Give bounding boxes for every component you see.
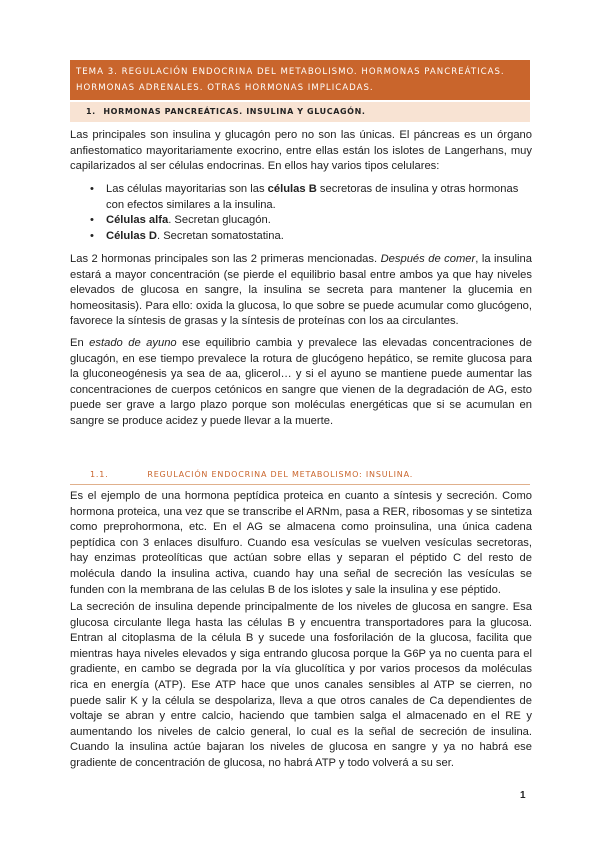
paragraph-fasting: En estado de ayuno ese equilibrio cambia y prevalece las elevadas concentraciones de glucagón, en ese tiempo prevalece la rotura de glucógeno hepático, se remite glucosa para la gluconeogénesis ya sea de aa, glicerol… y si el ayuno se mantiene puede aumentar las concentraciones de cuerpos cetónicos en sangre que vienen de la degradación de AG, esto puede ser grave a largo plazo porque son moléculas energéticas que si se acumulan en sangre se produce acidez y puede llevar a la muerte. [70,337,532,427]
intro-paragraph: Las principales son insulina y glucagón pero no son las únicas. El páncreas es un órgano anfiestomatico mayoritariamente exocrino, entre ellas están los islotes de Langerhans, muy capilarizados al ser células endocrinas. En ellos hay varios tipos celulares: [70,129,532,173]
section-title: HORMONAS PANCREÁTICAS. INSULINA Y GLUCAGÓN. [103,107,366,116]
chapter-title-line-1: TEMA 3. REGULACIÓN ENDOCRINA DEL METABOLISMO. HORMONAS PANCREÁTICAS. [76,67,505,77]
subsection-heading-1-1 [70,466,530,485]
chapter-header-banner [70,60,530,100]
list-item: • Células D. Secretan somatostatina. [92,229,530,245]
cell-types-list [92,182,530,244]
subsection-title: REGULACIÓN ENDOCRINA DEL METABOLISMO: INSULINA. [147,470,414,479]
section-heading-1 [70,102,530,122]
paragraph-insulin-synthesis: Es el ejemplo de una hormona peptídica proteica en cuanto a síntesis y secreción. Como hormona proteica, una vez que se transcribe el ARNm, pasa a RER, ribosomas y se sintetiza como preprohormona, etc. En el AG se almacena como proinsulina, una única cadena peptídica con 3 enlaces disulfuro. Cuando esa vesículas se vuelven vesículas secretoras, hay enzimas proteolíticas que actúan sobre ellas y separan el péptido C del resto de molécula dando la insulina activa, cuando hay una señal de secreción las vesículas se funden con la membrana de las celulas B de los islotes y sale la insulina y ese péptido. [70,490,532,596]
page-number: 1 [520,790,526,801]
chapter-title-line-2: HORMONAS ADRENALES. OTRAS HORMONAS IMPLICADAS. [76,83,374,93]
section-number: 1. [86,107,96,116]
list-item: • Las células mayoritarias son las células B secretoras de insulina y otras hormonas con efectos similares a la insulina. [92,182,530,213]
subsection-number: 1.1. [90,470,109,479]
paragraph-after-meal: Las 2 hormonas principales son las 2 primeras mencionadas. Después de comer, la insulina estará a mayor concentración (se pierde el equilibrio basal entre ambos ya que hay niveles elevados de glucosa en sangre, la insulina se secreta para mantener la glucemia en homeositasis). Para ello: oxida la glucosa, lo que sobre se puede acumular como glucógeno, favorece la síntesis de grasas y la síntesis de proteínas con los aa circulantes. [70,253,532,328]
list-item: • Células alfa. Secretan glucagón. [92,213,530,229]
paragraph-insulin-secretion: La secreción de insulina depende principalmente de los niveles de glucosa en sangre. Esa glucosa circulante llega hasta las células B y encuentra transportadores para la glucosa. Entran al citoplasma de la célula B y sucede una fosforilación de la glucosa, facilita que mientras haya niveles elevados y siga entrando glucosa porque la G6P ya no cuenta para el gradiente, en cambo se degrada por la vía glucolítica y por varios procesos da moléculas rica en energía (ATP). Ese ATP hace que unos canales sensibles al ATP se cierren, no puede salir K y la célula se despolariza, lleva a que otros canales de Ca dependientes de voltaje se abran y entre calcio, haciendo que tambien salga el almacenado en el RE y aumentando los niveles de calcio general, lo cual es la señal de secreción de insulina. Cuando la insulina actúe bajaran los niveles de glucosa en sangre y ya no habrá ese gradiente de concentración de glucosa, no habrá ATP y todo volverá a su ser. [70,601,532,769]
